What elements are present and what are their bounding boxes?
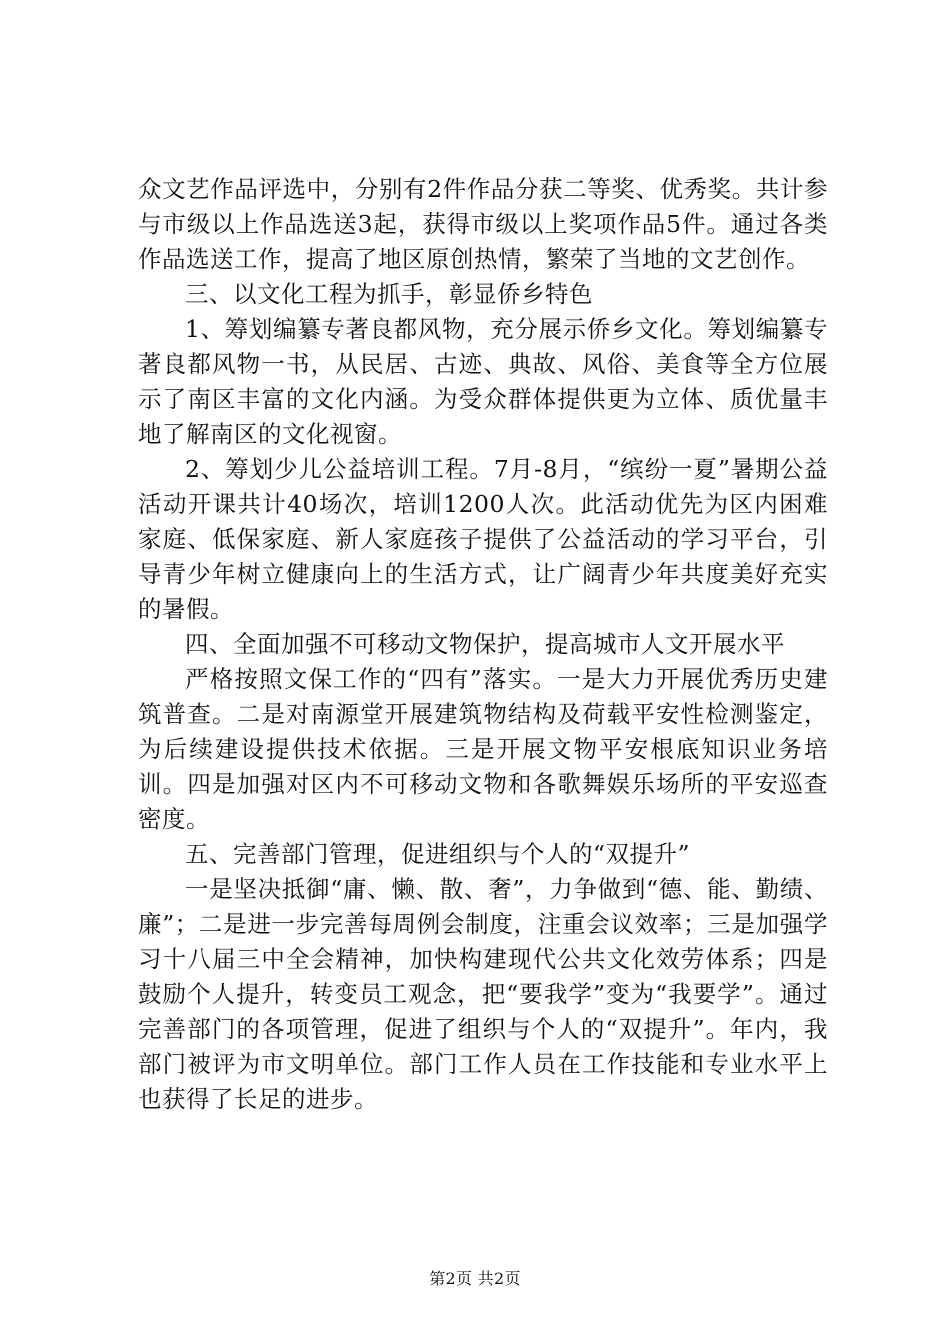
paragraph-awards: 众文艺作品评选中，分别有2件作品分获二等奖、优秀奖。共计参与市级以上作品选送3起，获得市级以上奖项作品5件。通过各类作品选送工作，提高了地区原创热情，繁荣了当地的文艺创作。 [138,175,828,273]
paragraph-book-project: 1、筹划编纂专著良都风物，充分展示侨乡文化。筹划编纂专著良都风物一书，从民居、古迹、典故、风俗、美食等全方位展示了南区丰富的文化内涵。为受众群体提供更为立体、质优量丰地了解南区的文化视窗。 [138,315,828,448]
paragraph-heritage-protection: 严格按照文保工作的“四有”落实。一是大力开展优秀历史建筑普查。二是对南源堂开展建筑物结构及荷载平安性检测鉴定，为后续建设提供技术依据。三是开展文物平安根底知识业务培训。四是加强对区内不可移动文物和各歌舞娱乐场所的平安巡查密度。 [138,665,828,833]
paragraph-department-management: 一是坚决抵御“庸、懒、散、奢”，力争做到“德、能、勤绩、廉”；二是进一步完善每周例会制度，注重会议效率；三是加强学习十八届三中全会精神，加快构建现代公共文化效劳体系；四是鼓励个人提升，转变员工观念，把“要我学”变为“我要学”。通过完善部门的各项管理，促进了组织与个人的“双提升”。年内，我部门被评为市文明单位。部门工作人员在工作技能和专业水平上也获得了长足的进步。 [138,875,828,1113]
page-footer: 第2页 共2页 [429,1269,521,1288]
section-heading-4: 四、全面加强不可移动文物保护，提高城市人文开展水平 [185,630,785,658]
document-body [138,172,828,1117]
paragraph-children-training: 2、筹划少儿公益培训工程。7月-8月，“缤纷一夏”暑期公益活动开课共计40场次，培训1200人次。此活动优先为区内困难家庭、低保家庭、新人家庭孩子提供了公益活动的学习平台，引导青少年树立健康向上的生活方式，让广阔青少年共度美好充实的暑假。 [138,455,828,623]
section-heading-3: 三、以文化工程为抓手，彰显侨乡特色 [185,280,593,308]
section-heading-5: 五、完善部门管理，促进组织与个人的“双提升” [185,840,691,868]
